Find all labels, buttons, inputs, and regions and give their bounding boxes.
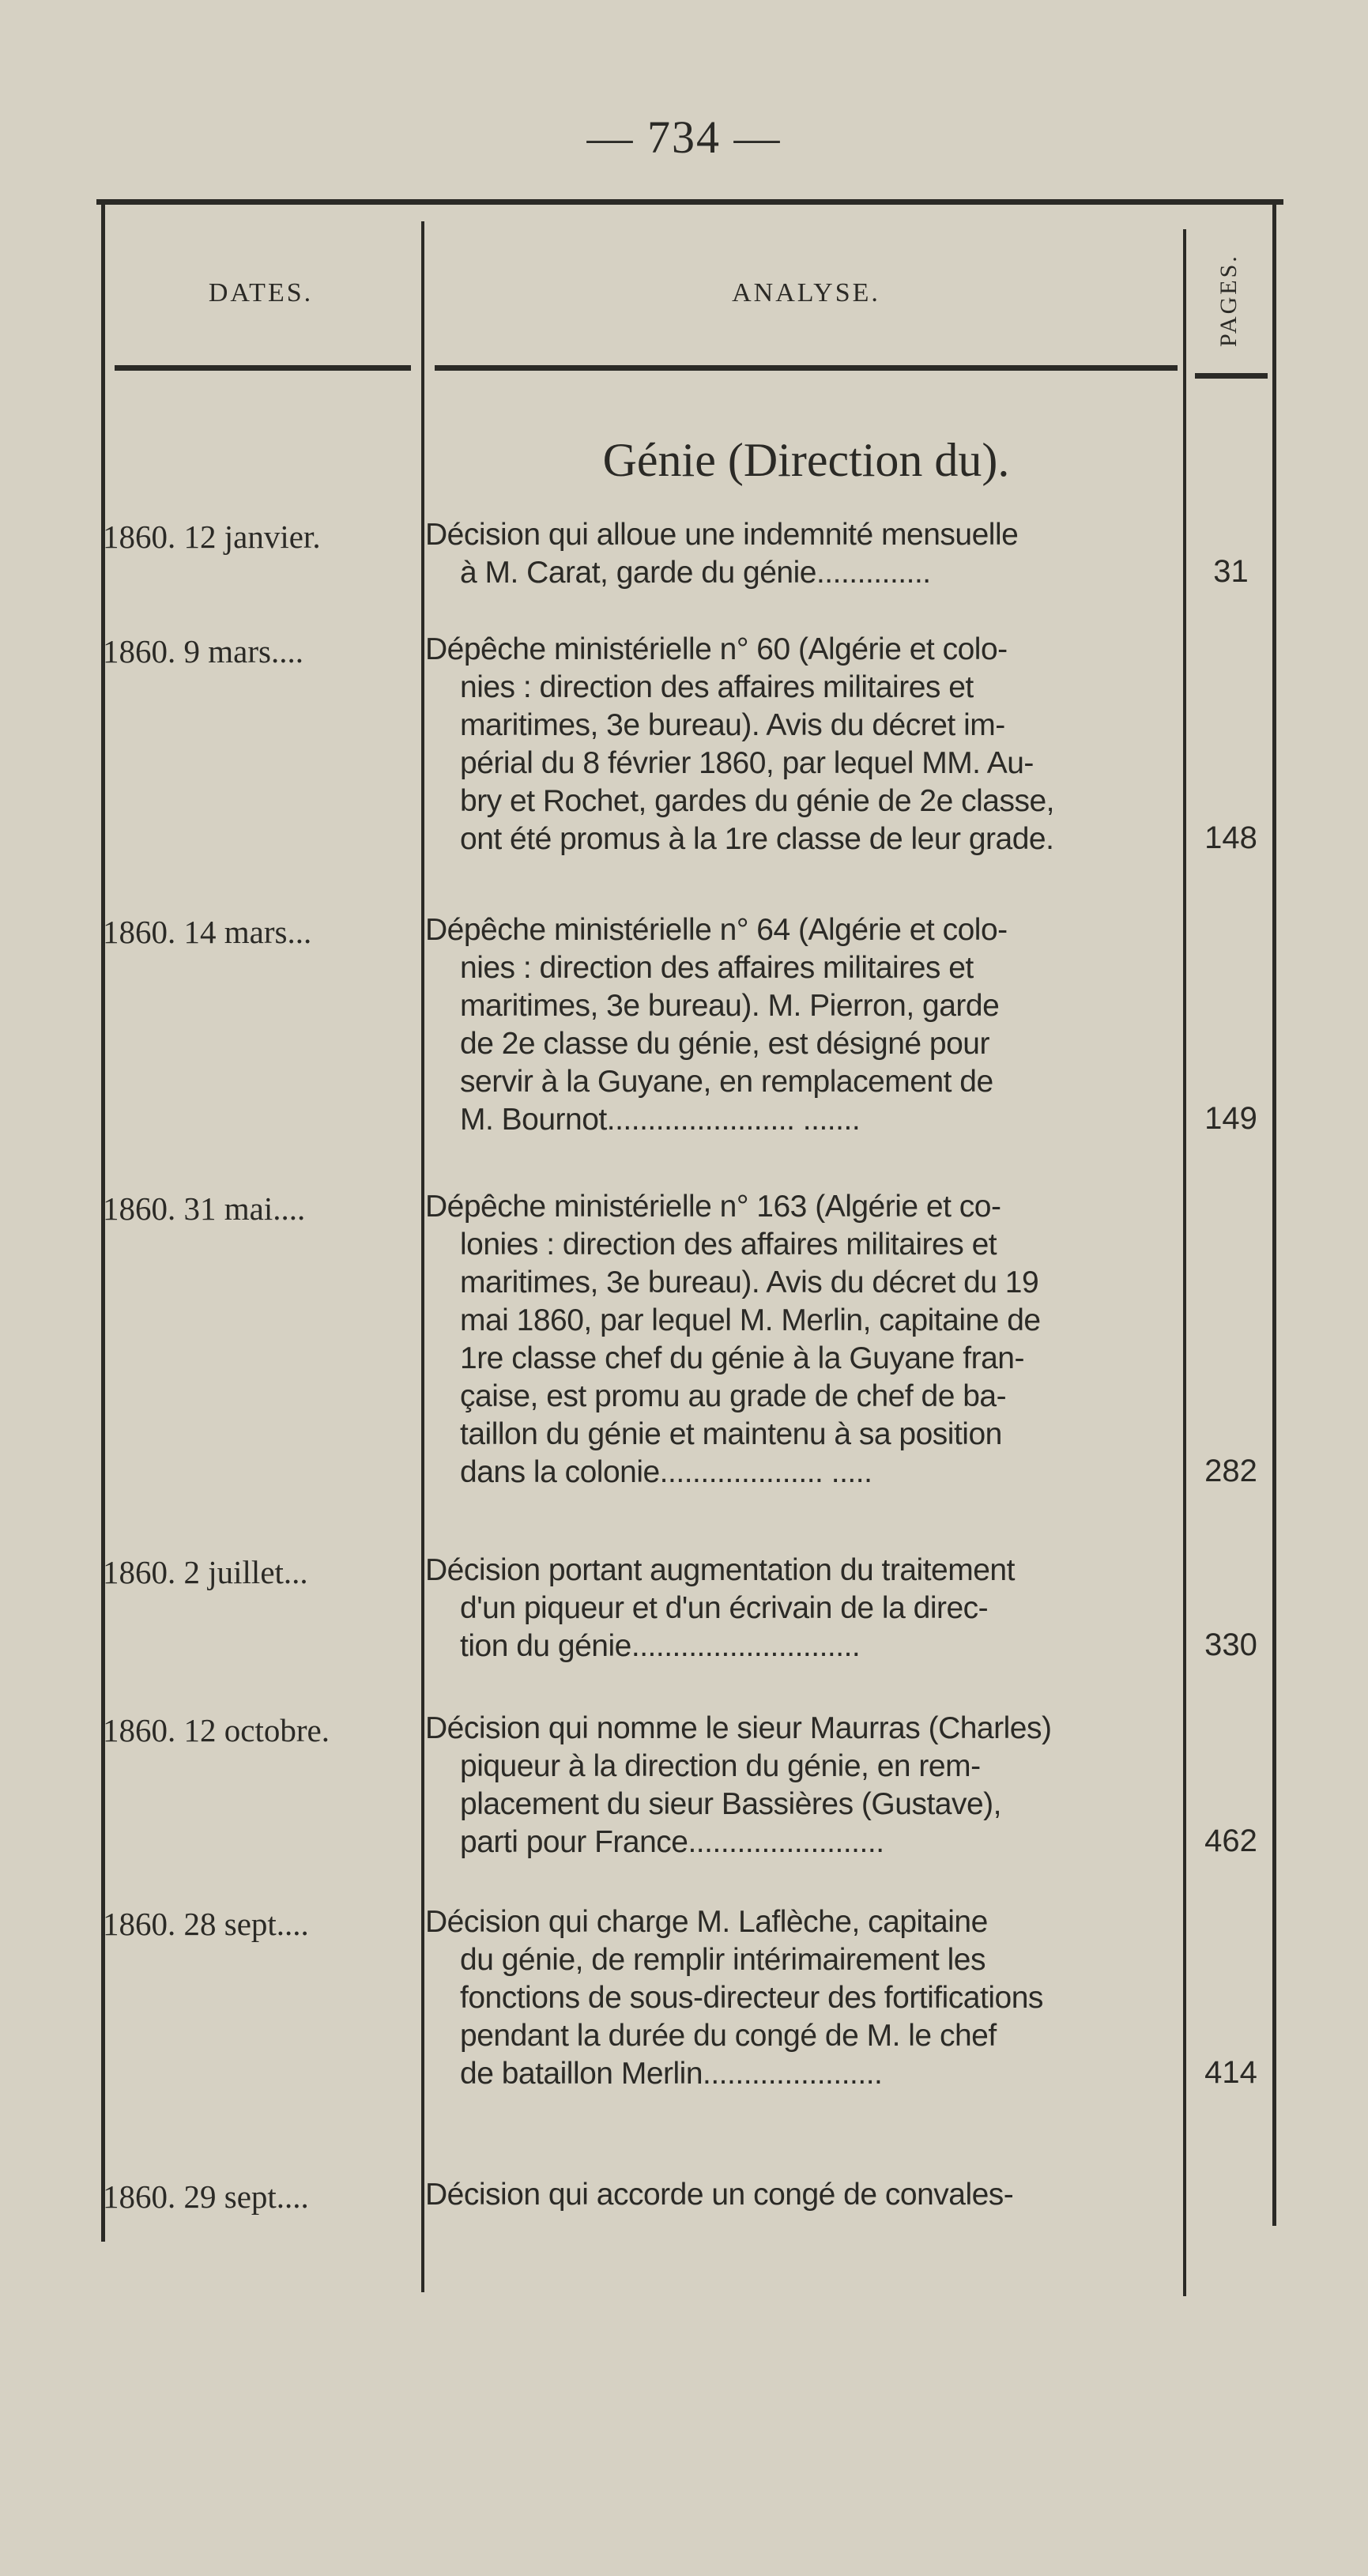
section-title: Génie (Direction du).	[602, 434, 1010, 486]
entry-analysis-line: nies : direction des affaires militaires et	[460, 670, 974, 704]
entry-date: 1860. 12 janvier.	[103, 519, 321, 555]
entry-date: 1860. 9 mars....	[103, 633, 303, 669]
entry-page-number: 31	[1213, 554, 1249, 589]
entry-analysis-line: tion du génie............................	[460, 1629, 861, 1663]
entry-analysis-line: bry et Rochet, gardes du génie de 2e classe,	[460, 784, 1054, 818]
entry-analysis-line: pendant la durée du congé de M. le chef	[460, 2019, 997, 2053]
entry-analysis	[425, 2176, 1176, 2214]
entry-analysis-line: maritimes, 3e bureau). M. Pierron, garde	[460, 989, 1000, 1023]
header-rule-pages	[1195, 373, 1268, 379]
entry-date: 1860. 12 octobre.	[103, 1712, 330, 1748]
entry-analysis-line: lonies : direction des affaires militaires et	[460, 1228, 997, 1262]
entry-analysis	[425, 911, 1176, 1139]
entry-analysis-line: fonctions de sous-directeur des fortifications	[460, 1981, 1043, 2015]
entry-analysis-line: çaise, est promu au grade de chef de ba-	[460, 1379, 1007, 1413]
entry-analysis-line: de bataillon Merlin......................	[460, 2057, 883, 2091]
analyse-column-divider	[1183, 229, 1186, 2296]
entry-analysis-line: maritimes, 3e bureau). Avis du décret du 19	[460, 1265, 1039, 1299]
entry-analysis-line: Décision portant augmentation du traitement	[425, 1553, 1015, 1587]
entry-date: 1860. 2 juillet...	[103, 1554, 308, 1590]
entry-page-number: 330	[1204, 1627, 1257, 1662]
entry-analysis-line: dans la colonie.................... .....	[460, 1455, 872, 1489]
entry-analysis-line: servir à la Guyane, en remplacement de	[460, 1065, 993, 1099]
entry-date: 1860. 14 mars...	[103, 914, 312, 950]
entry-analysis-line: taillon du génie et maintenu à sa position	[460, 1417, 1002, 1451]
entry-analysis-line: mai 1860, par lequel M. Merlin, capitaine de	[460, 1303, 1041, 1337]
entry-page-number: 148	[1204, 820, 1257, 855]
entry-page-number: 462	[1204, 1824, 1257, 1858]
header-pages: PAGES.	[1215, 254, 1242, 347]
entry-date: 1860. 31 mai....	[103, 1190, 306, 1227]
entry-analysis-line: Décision qui accorde un congé de convales-	[425, 2178, 1014, 2212]
header-rule-analyse	[435, 365, 1178, 371]
page-number: — 734 —	[586, 111, 782, 163]
header-rule-dates	[115, 365, 411, 371]
dates-column-divider	[421, 221, 424, 2292]
entry-date: 1860. 29 sept....	[103, 2178, 309, 2215]
entry-analysis-line: Décision qui charge M. Laflèche, capitaine	[425, 1905, 988, 1939]
entry-analysis-line: d'un piqueur et d'un écrivain de la direc-	[460, 1591, 989, 1625]
entry-analysis	[425, 631, 1176, 858]
entry-analysis-line: nies : direction des affaires militaires et	[460, 951, 974, 985]
entry-analysis-line: ont été promus à la 1re classe de leur grade.	[460, 822, 1054, 856]
entry-analysis-line: Décision qui nomme le sieur Maurras (Charles)	[425, 1711, 1052, 1745]
entry-analysis-line: 1re classe chef du génie à la Guyane fran-	[460, 1341, 1024, 1375]
entry-analysis-line: Dépêche ministérielle n° 60 (Algérie et colo-	[425, 632, 1008, 666]
entry-analysis-line: périal du 8 février 1860, par lequel MM. Au-	[460, 746, 1034, 780]
header-dates: DATES.	[208, 278, 314, 307]
entry-analysis	[425, 1188, 1176, 1492]
right-border	[1272, 202, 1276, 2226]
header-analyse: ANALYSE.	[732, 278, 880, 307]
entry-analysis	[425, 1903, 1176, 2093]
entry-analysis-line: M. Bournot....................... .......	[460, 1103, 861, 1137]
entry-analysis-line: de 2e classe du génie, est désigné pour	[460, 1027, 989, 1061]
entry-analysis	[425, 516, 1176, 592]
entry-page-number: 414	[1204, 2055, 1257, 2090]
entry-analysis-line: placement du sieur Bassières (Gustave),	[460, 1787, 1001, 1821]
entry-page-number: 149	[1204, 1101, 1257, 1136]
entry-analysis-line: Décision qui alloue une indemnité mensuelle	[425, 518, 1019, 552]
entry-analysis-line: du génie, de remplir intérimairement les	[460, 1943, 985, 1977]
entry-analysis-line: parti pour France........................	[460, 1825, 884, 1859]
entry-date: 1860. 28 sept....	[103, 1906, 309, 1942]
entry-analysis-line: à M. Carat, garde du génie..............	[460, 556, 931, 590]
table-top-rule	[96, 199, 1283, 205]
entry-analysis-line: Dépêche ministérielle n° 163 (Algérie et co-	[425, 1190, 1001, 1224]
entry-analysis	[425, 1552, 1176, 1665]
entry-analysis	[425, 1710, 1176, 1861]
entry-page-number: 282	[1204, 1454, 1257, 1488]
entry-analysis-line: maritimes, 3e bureau). Avis du décret im-	[460, 708, 1005, 742]
entry-analysis-line: piqueur à la direction du génie, en rem-	[460, 1749, 981, 1783]
entry-analysis-line: Dépêche ministérielle n° 64 (Algérie et colo-	[425, 913, 1008, 947]
